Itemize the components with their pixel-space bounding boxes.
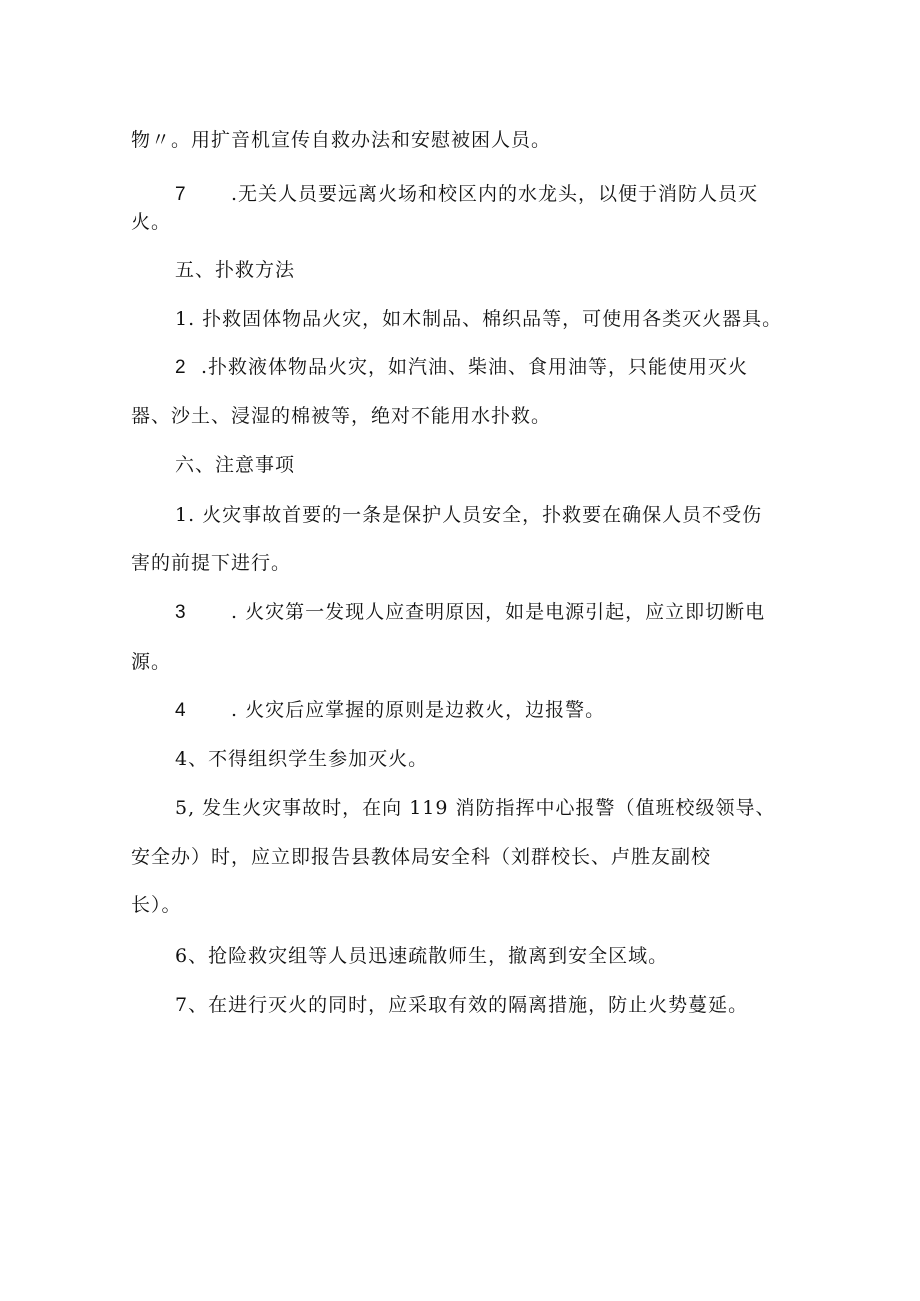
line-text: 源。 bbox=[131, 651, 172, 673]
paragraph-line bbox=[131, 650, 171, 674]
line-text: .扑救液体物品火灾，如汽油、柴油、食用油等，只能使用灭火 bbox=[201, 356, 749, 378]
paragraph-line bbox=[175, 698, 605, 723]
item-number: 4 bbox=[175, 700, 187, 721]
item-number: 2 bbox=[175, 357, 187, 378]
line-text: . 火灾第一发现人应查明原因，如是电源引起，应立即切断电 bbox=[231, 601, 766, 623]
line-text: 1. 扑救固体物品火灾，如木制品、棉织品等，可使用各类灭火器具。 bbox=[175, 308, 783, 330]
line-text: .无关人员要远离火场和校区内的水龙头，以便于消防人员灭 bbox=[231, 183, 759, 205]
line-text: 长）。 bbox=[131, 894, 182, 916]
paragraph-line bbox=[175, 944, 668, 968]
line-text: 器、沙土、浸湿的棉被等，绝对不能用水扑救。 bbox=[131, 405, 552, 427]
line-text: 4、不得组织学生参加灭火。 bbox=[175, 748, 429, 770]
paragraph-line bbox=[175, 600, 765, 625]
paragraph-line bbox=[131, 845, 711, 869]
paragraph-line bbox=[131, 404, 551, 428]
paragraph-line bbox=[175, 307, 782, 331]
paragraph-line bbox=[175, 182, 758, 207]
paragraph-line bbox=[175, 503, 762, 527]
section-heading bbox=[175, 453, 295, 477]
line-text: 7、在进行灭火的同时，应采取有效的隔离措施，防止火势蔓延。 bbox=[175, 994, 749, 1016]
line-text: 害的前提下进行。 bbox=[131, 552, 292, 574]
line-text: 物〃。用扩音机宣传自救办法和安慰被困人员。 bbox=[131, 129, 552, 151]
paragraph-line bbox=[131, 551, 291, 575]
line-text: 安全办）时，应立即报告县教体局安全科（刘群校长、卢胜友副校 bbox=[131, 846, 712, 868]
paragraph-line bbox=[175, 796, 776, 820]
heading-text: 五、扑救方法 bbox=[175, 259, 296, 281]
paragraph-line bbox=[175, 747, 428, 771]
paragraph-line bbox=[131, 210, 171, 234]
paragraph-line bbox=[175, 993, 748, 1017]
line-text: . 火灾后应掌握的原则是边救火，边报警。 bbox=[231, 699, 606, 721]
line-text: 火。 bbox=[131, 211, 172, 233]
line-text: 1. 火灾事故首要的一条是保护人员安全，扑救要在确保人员不受伤 bbox=[175, 504, 763, 526]
line-text: 6、抢险救灾组等人员迅速疏散师生，撤离到安全区域。 bbox=[175, 945, 669, 967]
paragraph-line bbox=[175, 355, 748, 380]
line-text: 5, 发生火灾事故时，在向 119 消防指挥中心报警（值班校级领导、 bbox=[175, 797, 776, 819]
item-number: 7 bbox=[175, 184, 187, 205]
paragraph-line bbox=[131, 893, 182, 917]
section-heading bbox=[175, 258, 295, 282]
heading-text: 六、注意事项 bbox=[175, 454, 296, 476]
item-number: 3 bbox=[175, 602, 187, 623]
paragraph-line bbox=[131, 128, 551, 152]
